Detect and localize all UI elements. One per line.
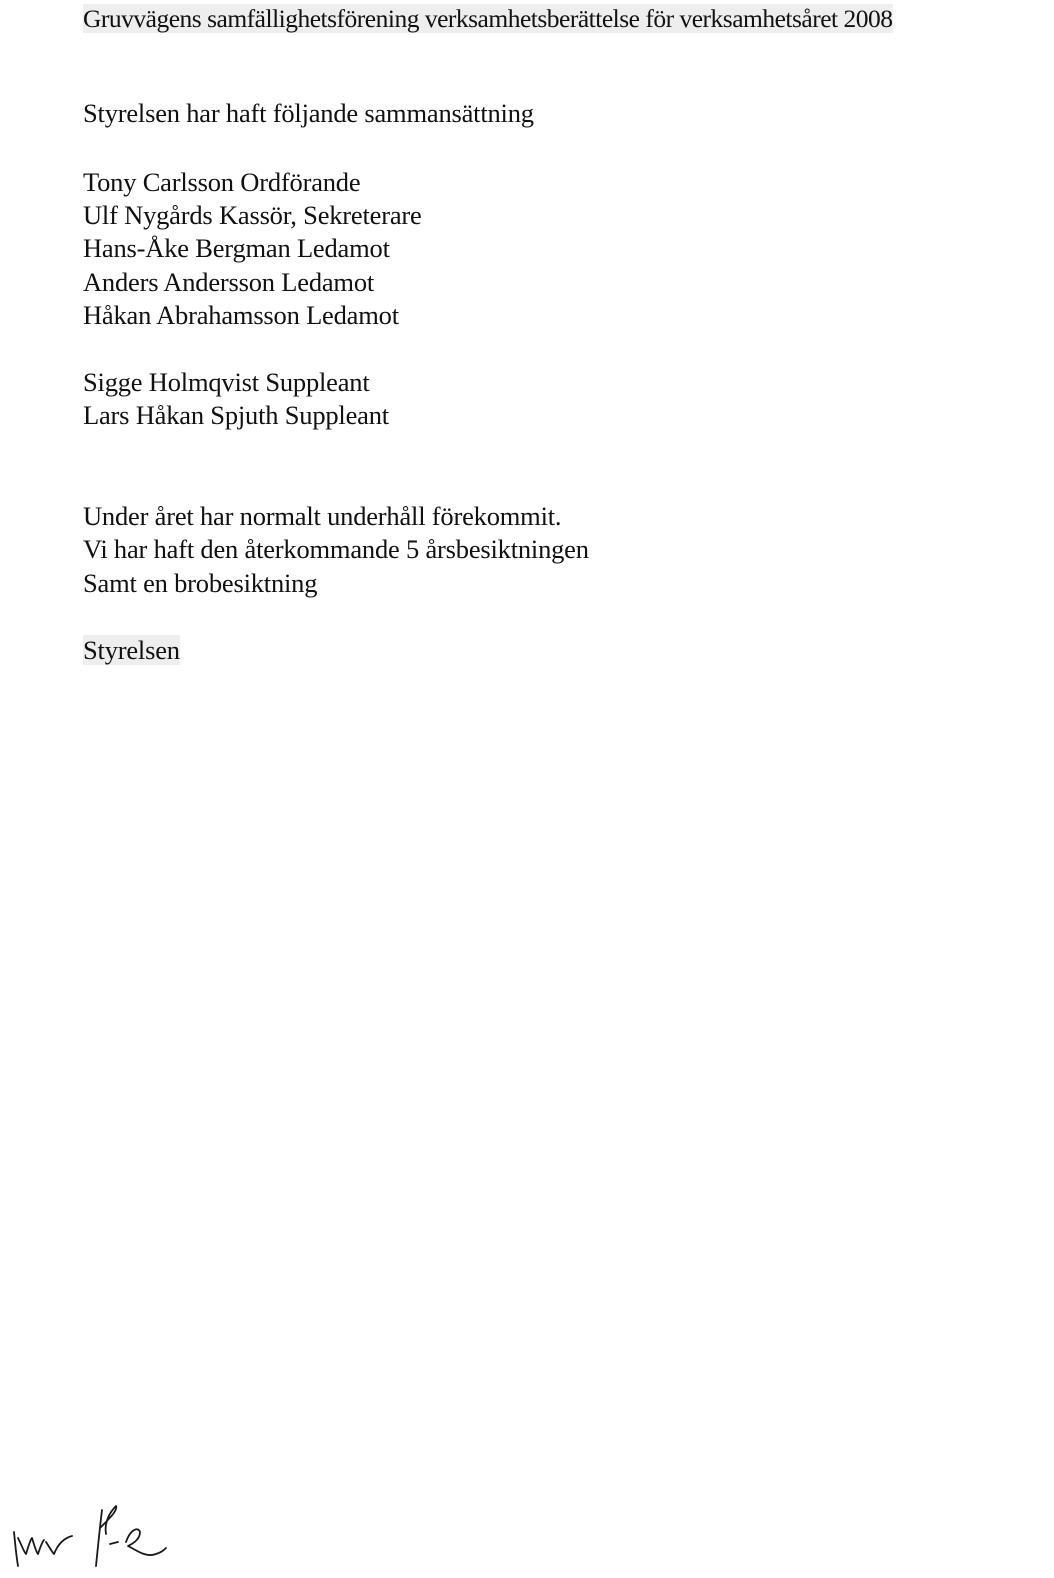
document-title [83, 2, 893, 35]
member-line: Anders Andersson Ledamot [83, 267, 375, 297]
activity-line: Under året har normalt underhåll förekommit. [83, 501, 562, 531]
activity-line: Vi har haft den återkommande 5 årsbesiktningen [83, 534, 589, 564]
substitute-line: Sigge Holmqvist Suppleant [83, 367, 370, 397]
member-line: Håkan Abrahamsson Ledamot [83, 300, 399, 330]
member-line: Hans-Åke Bergman Ledamot [83, 233, 390, 263]
substitute-line: Lars Håkan Spjuth Suppleant [83, 400, 389, 430]
member-line: Ulf Nygårds Kassör, Sekreterare [83, 200, 422, 230]
member-line: Tony Carlsson Ordförande [83, 167, 361, 197]
title-text: Gruvvägens samfällighetsförening verksamhetsberättelse för verksamhetsåret 2008 [83, 4, 893, 33]
handwritten-signature [6, 1498, 176, 1568]
board-intro: Styrelsen har haft följande sammansättning [83, 98, 534, 128]
closing-signoff [83, 634, 180, 667]
closing-text: Styrelsen [83, 635, 180, 665]
activity-line: Samt en brobesiktning [83, 568, 318, 598]
